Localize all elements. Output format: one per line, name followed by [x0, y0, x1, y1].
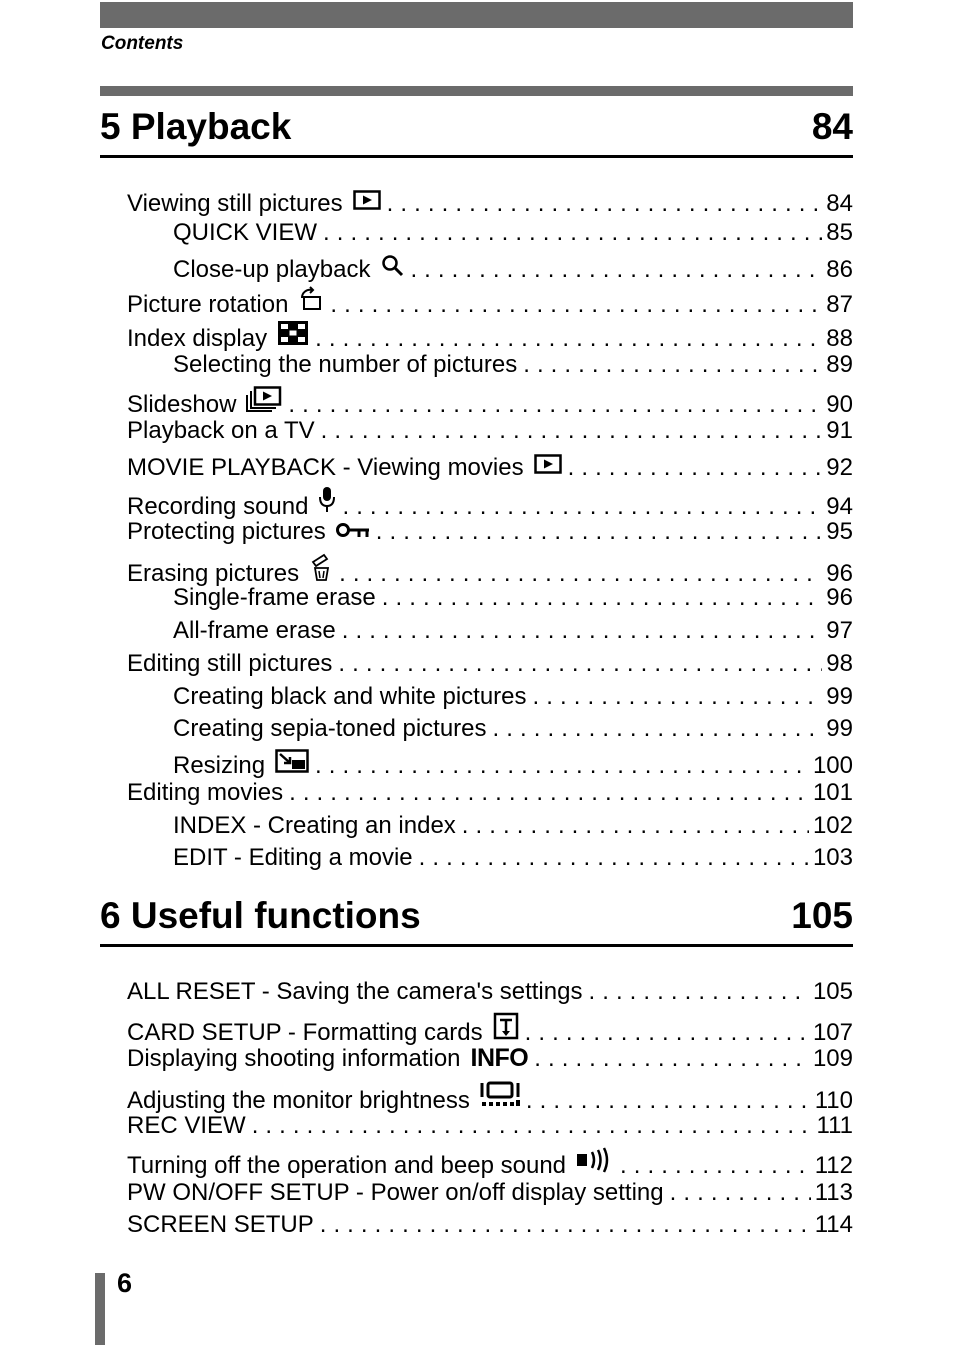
toc-entry-label: REC VIEW: [127, 1112, 246, 1139]
toc-entry-label: Turning off the operation and beep sound: [127, 1152, 567, 1179]
toc-entry-page: 86: [826, 256, 853, 283]
dot-leader: [321, 419, 823, 443]
toc-entry-page: 85: [826, 219, 853, 246]
toc-entry-label: Displaying shooting information: [127, 1045, 461, 1072]
dot-leader: [315, 754, 809, 778]
toc-entry-page: 110: [814, 1087, 853, 1114]
dot-leader: [620, 1154, 811, 1178]
toc-entry[interactable]: [127, 1012, 853, 1045]
dot-leader: [534, 1047, 809, 1071]
toc-entry[interactable]: [127, 1181, 853, 1205]
toc-entry-label: Close-up playback: [173, 256, 371, 283]
toc-entry-label: Resizing: [173, 752, 266, 779]
toc-entry-page: 96: [826, 560, 853, 587]
toc-entry[interactable]: [127, 353, 853, 377]
dot-leader: [288, 393, 822, 417]
dot-leader: [525, 1021, 809, 1045]
toc-entry-page: 100: [812, 752, 853, 779]
toc-entry-page: 87: [826, 291, 853, 318]
dot-leader: [568, 456, 823, 480]
toc-entry[interactable]: [127, 189, 853, 216]
toc-entry[interactable]: [127, 846, 853, 870]
page-tab: [95, 1273, 105, 1345]
card-icon: [493, 1012, 519, 1040]
toc-entry[interactable]: [127, 419, 853, 443]
dot-leader: [462, 814, 809, 838]
toc-entry-page: 97: [826, 617, 853, 644]
toc-entry-page: 102: [812, 812, 853, 839]
dot-leader: [342, 495, 822, 519]
toc-entry-page: 114: [814, 1211, 853, 1238]
dot-leader: [323, 221, 822, 245]
toc-entry-page: 99: [826, 715, 853, 742]
toc-entry[interactable]: [127, 717, 853, 741]
toc-entry-page: 91: [826, 417, 853, 444]
toc-entry-page: 101: [812, 779, 853, 806]
toc-entry[interactable]: [127, 749, 853, 778]
toc-entry-page: 109: [812, 1045, 853, 1072]
section-heading-playback: [100, 106, 853, 158]
trash-icon: [309, 553, 333, 581]
toc-entry[interactable]: [127, 1213, 853, 1237]
toc-entry[interactable]: [127, 386, 853, 417]
dot-leader: [533, 685, 823, 709]
toc-entry-page: 94: [826, 493, 853, 520]
toc-entry[interactable]: [127, 652, 853, 676]
toc-entry-label: Slideshow: [127, 391, 237, 418]
toc-entry-page: 103: [812, 844, 853, 871]
toc-entry-page: 84: [826, 190, 853, 217]
dot-leader: [523, 353, 822, 377]
toc-entry[interactable]: [127, 586, 853, 610]
page-number: 6: [117, 1268, 133, 1298]
toc-entry-page: 90: [826, 391, 853, 418]
playback-icon: [353, 189, 381, 211]
running-head: Contents: [101, 33, 184, 54]
dot-leader: [289, 781, 809, 805]
toc-entry[interactable]: [127, 221, 853, 245]
toc-entry-page: 99: [826, 683, 853, 710]
toc-entry[interactable]: [127, 520, 853, 544]
toc-entry-label: All-frame erase: [173, 617, 336, 644]
toc-entry-label: Selecting the number of pictures: [173, 351, 518, 378]
toc-entry-label: Viewing still pictures: [127, 190, 343, 217]
section-title: 5 Playback: [100, 106, 292, 147]
toc-entry-label: Adjusting the monitor brightness: [127, 1087, 470, 1114]
toc-entry[interactable]: [127, 781, 853, 805]
key-icon: [336, 521, 370, 539]
toc-entry-label: Creating black and white pictures: [173, 683, 527, 710]
dot-leader: [338, 652, 822, 676]
dot-leader: [419, 846, 809, 870]
toc-entry-page: 88: [826, 325, 853, 352]
toc-entry[interactable]: [127, 1080, 853, 1113]
toc-entry-page: 113: [814, 1179, 853, 1206]
dot-leader: [526, 1089, 811, 1113]
toc-entry-label: Index display: [127, 325, 268, 352]
dot-leader: [376, 520, 823, 544]
toc-entry-page: 96: [826, 584, 853, 611]
toc-entry[interactable]: [127, 685, 853, 709]
toc-entry[interactable]: [127, 1114, 853, 1138]
toc-entry-label: CARD SETUP - Formatting cards: [127, 1019, 483, 1046]
toc-entry[interactable]: [127, 486, 853, 519]
section-heading-useful-functions: [100, 895, 853, 947]
toc-entry[interactable]: [127, 1046, 853, 1071]
toc-entry[interactable]: [127, 980, 853, 1004]
toc-entry-page: 105: [812, 978, 853, 1005]
toc-entry-label: Recording sound: [127, 493, 309, 520]
rotate-icon: [298, 286, 324, 312]
toc-entry-page: 98: [826, 650, 853, 677]
toc-entry-page: 95: [826, 518, 853, 545]
section-title: 6 Useful functions: [100, 895, 421, 936]
toc-entry-label: ALL RESET - Saving the camera's settings: [127, 978, 583, 1005]
dot-leader: [320, 1213, 811, 1237]
toc-entry-label: Erasing pictures: [127, 560, 300, 587]
dot-leader: [342, 619, 823, 643]
toc-entry-page: 112: [814, 1152, 853, 1179]
toc-entry-label: MOVIE PLAYBACK - Viewing movies: [127, 454, 524, 481]
resize-icon: [275, 749, 309, 773]
section-page: 105: [791, 895, 853, 936]
brightness-icon: [480, 1080, 520, 1108]
toc-entry[interactable]: [127, 1147, 853, 1178]
dot-leader: [493, 717, 823, 741]
toc-entry[interactable]: [127, 453, 853, 480]
index-grid-icon: [277, 320, 309, 346]
info-icon: INFO: [470, 1044, 529, 1072]
playback-icon: [534, 453, 562, 475]
toc-entry-page: 111: [816, 1112, 853, 1139]
toc-entry-label: Single-frame erase: [173, 584, 376, 611]
section-divider-bar: [100, 86, 853, 96]
toc-entry-label: Creating sepia-toned pictures: [173, 715, 487, 742]
dot-leader: [387, 192, 823, 216]
toc-entry[interactable]: [127, 619, 853, 643]
toc-entry-label: Playback on a TV: [127, 417, 315, 444]
toc-entry-label: PW ON/OFF SETUP - Power on/off display setting: [127, 1179, 664, 1206]
dot-leader: [410, 258, 822, 282]
dot-leader: [588, 980, 808, 1004]
section-page: 84: [811, 106, 853, 147]
toc-entry[interactable]: [127, 553, 853, 586]
toc-entry-label: Editing movies: [127, 779, 284, 806]
toc-entry-page: 89: [826, 351, 853, 378]
speaker-icon: [576, 1147, 614, 1173]
toc-entry-page: 107: [812, 1019, 853, 1046]
magnifier-icon: [380, 253, 404, 277]
toc-entry-label: INDEX - Creating an index: [173, 812, 456, 839]
toc-entry[interactable]: [127, 253, 853, 282]
dot-leader: [670, 1181, 811, 1205]
microphone-icon: [318, 486, 336, 514]
toc-entry-page: 92: [826, 454, 853, 481]
toc-entry-label: Protecting pictures: [127, 518, 326, 545]
dot-leader: [330, 293, 822, 317]
dot-leader: [382, 586, 823, 610]
dot-leader: [315, 327, 822, 351]
toc-entry-label: EDIT - Editing a movie: [173, 844, 413, 871]
toc-entry[interactable]: [127, 320, 853, 351]
dot-leader: [252, 1114, 813, 1138]
toc-entry-label: SCREEN SETUP: [127, 1211, 314, 1238]
slideshow-icon: [246, 386, 282, 412]
header-bar: [100, 2, 853, 28]
toc-entry-label: Editing still pictures: [127, 650, 333, 677]
toc-entry-label: Picture rotation: [127, 291, 289, 318]
toc-entry[interactable]: [127, 286, 853, 317]
toc-entry[interactable]: [127, 814, 853, 838]
dot-leader: [339, 562, 822, 586]
toc-entry-label: QUICK VIEW: [173, 219, 318, 246]
